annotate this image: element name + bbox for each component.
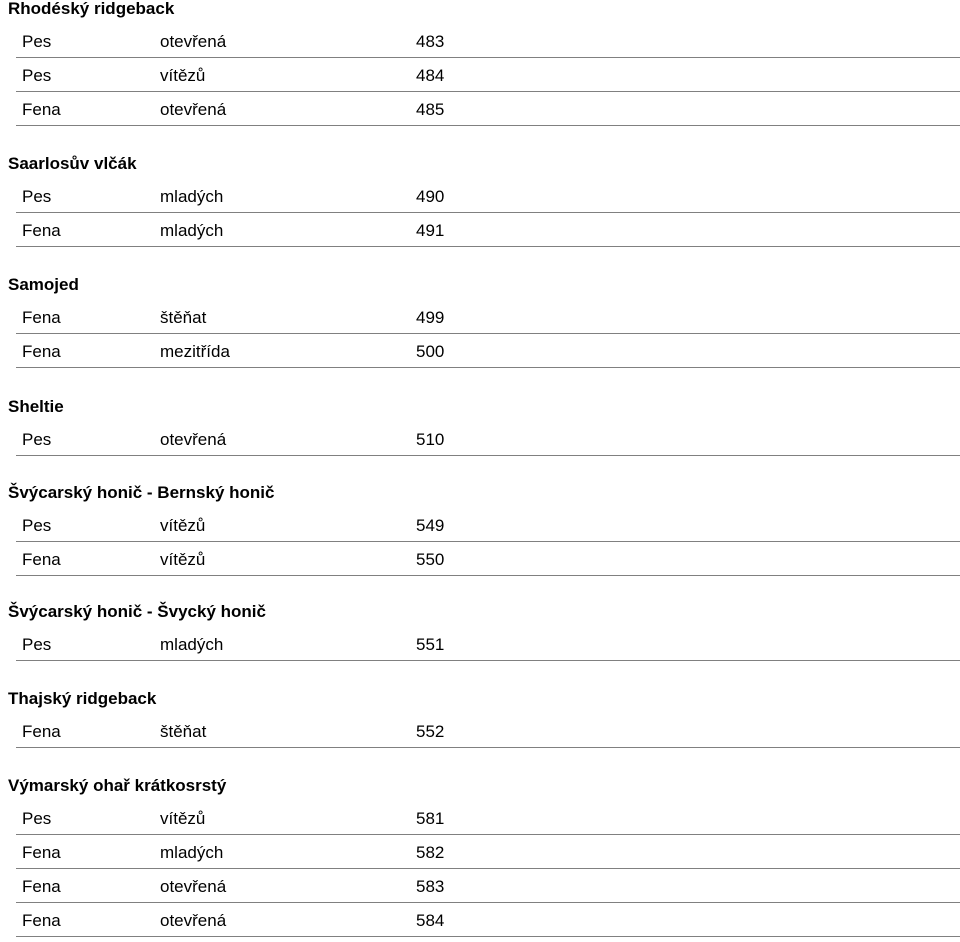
sex-cell: Fena [22, 550, 61, 569]
table-row [16, 801, 960, 835]
table-row [16, 627, 960, 661]
table-row [16, 869, 960, 903]
class-cell: štěňat [160, 308, 207, 327]
class-cell: otevřená [160, 911, 227, 930]
class-cell: mladých [160, 843, 224, 862]
breed-group [0, 155, 960, 247]
catalog-number-cell: 510 [416, 430, 445, 449]
catalog-number-cell: 582 [416, 843, 445, 862]
class-cell: vítězů [160, 66, 206, 85]
sex-cell: Fena [22, 911, 61, 930]
catalog-number-cell: 484 [416, 66, 445, 85]
class-cell: vítězů [160, 809, 206, 828]
table-row [16, 835, 960, 869]
class-cell: štěňat [160, 722, 207, 741]
table-row [16, 334, 960, 368]
table-row [16, 903, 960, 937]
class-cell: mladých [160, 635, 224, 654]
class-cell: mladých [160, 187, 224, 206]
sex-cell: Pes [22, 32, 52, 51]
sex-cell: Pes [22, 187, 52, 206]
catalog-number-cell: 550 [416, 550, 445, 569]
sex-cell: Fena [22, 843, 61, 862]
table-row [16, 24, 960, 58]
table-row [16, 508, 960, 542]
breed-group [0, 777, 960, 937]
sex-cell: Pes [22, 516, 52, 535]
sex-cell: Pes [22, 635, 52, 654]
breed-title: Sheltie [8, 397, 64, 416]
catalog-number-cell: 500 [416, 342, 445, 361]
breed-title: Výmarský ohař krátkosrstý [8, 776, 227, 795]
table-row [16, 92, 960, 126]
breed-group [0, 398, 960, 456]
catalog-number-cell: 485 [416, 100, 445, 119]
table-row [16, 213, 960, 247]
breed-title: Thajský ridgeback [8, 689, 157, 708]
sex-cell: Fena [22, 221, 61, 240]
breed-title: Švýcarský honič - Bernský honič [8, 483, 275, 502]
catalog-number-cell: 584 [416, 911, 445, 930]
catalog-number-cell: 552 [416, 722, 445, 741]
class-cell: otevřená [160, 100, 227, 119]
sex-cell: Pes [22, 66, 52, 85]
sex-cell: Fena [22, 308, 61, 327]
breed-title: Saarlosův vlčák [8, 154, 137, 173]
table-row [16, 542, 960, 576]
sex-cell: Fena [22, 100, 61, 119]
catalog-number-cell: 483 [416, 32, 445, 51]
catalog-number-cell: 549 [416, 516, 445, 535]
breed-title: Rhodéský ridgeback [8, 0, 175, 18]
table-row [16, 58, 960, 92]
sex-cell: Fena [22, 722, 61, 741]
class-cell: vítězů [160, 516, 206, 535]
breed-group [0, 0, 960, 126]
catalog-number-cell: 551 [416, 635, 445, 654]
class-cell: otevřená [160, 877, 227, 896]
class-cell: otevřená [160, 32, 227, 51]
catalog-number-cell: 499 [416, 308, 445, 327]
sex-cell: Fena [22, 342, 61, 361]
table-row [16, 300, 960, 334]
sex-cell: Pes [22, 430, 52, 449]
catalog-number-cell: 583 [416, 877, 445, 896]
sex-cell: Pes [22, 809, 52, 828]
breed-group [0, 690, 960, 748]
catalog-number-cell: 491 [416, 221, 445, 240]
breed-group [0, 276, 960, 368]
catalog-number-cell: 581 [416, 809, 445, 828]
breed-group [0, 603, 960, 661]
class-cell: vítězů [160, 550, 206, 569]
class-cell: mezitřída [160, 342, 230, 361]
class-cell: otevřená [160, 430, 227, 449]
breed-title: Samojed [8, 275, 79, 294]
catalog-number-cell: 490 [416, 187, 445, 206]
table-row [16, 714, 960, 748]
sex-cell: Fena [22, 877, 61, 896]
class-cell: mladých [160, 221, 224, 240]
table-row [16, 422, 960, 456]
table-row [16, 179, 960, 213]
breed-group [0, 484, 960, 576]
breed-title: Švýcarský honič - Švycký honič [8, 602, 266, 621]
